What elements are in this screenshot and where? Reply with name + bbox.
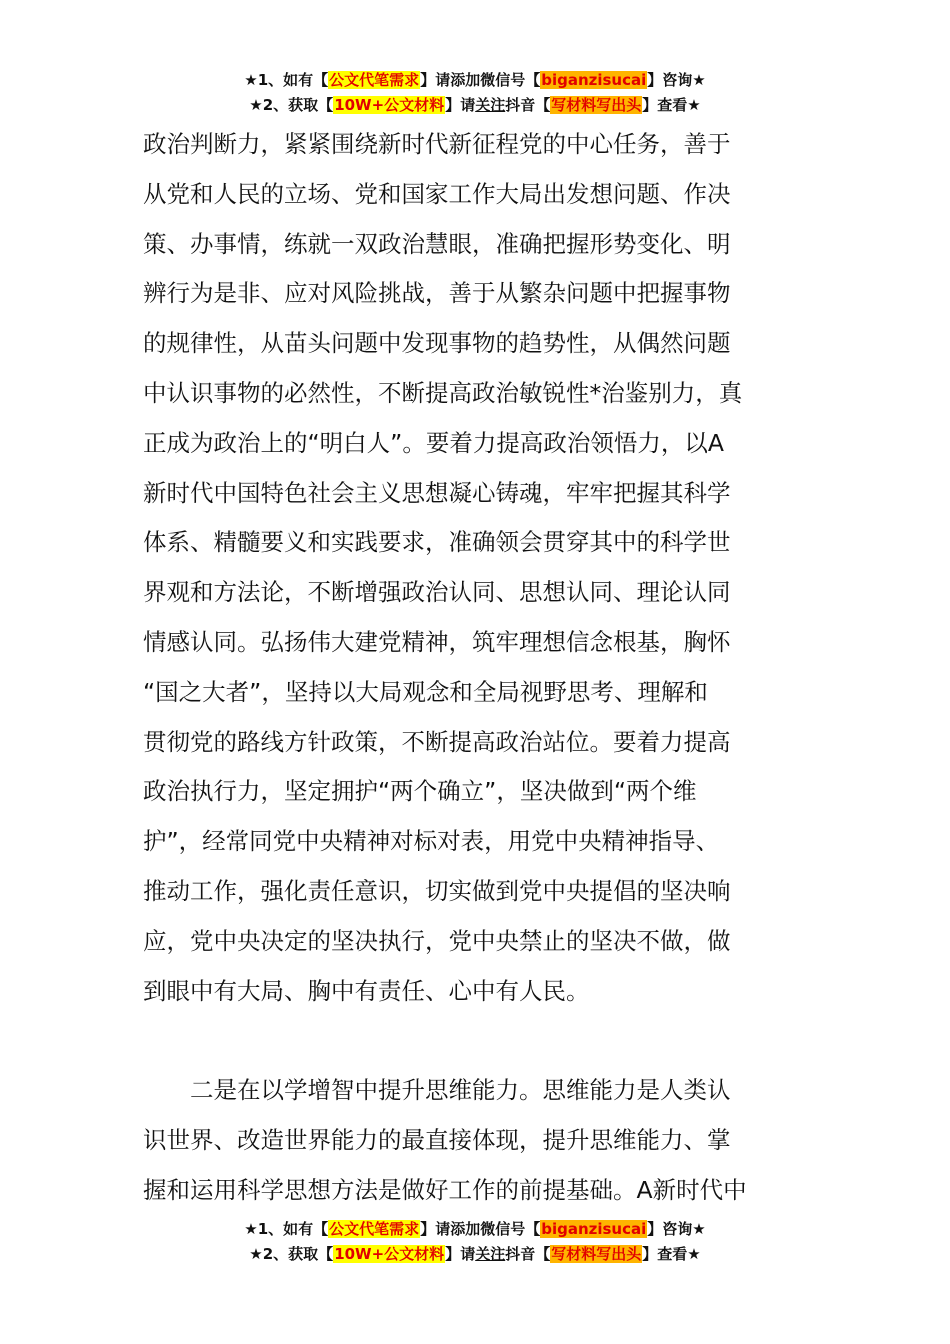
text-line: 二是在以学增智中提升思维能力。思维能力是人类认 (190, 1076, 731, 1105)
highlight-wechat-id: biganzisucai (541, 71, 647, 89)
text-line: 界观和方法论，不断增强政治认同、思想认同、理论认同 (143, 578, 731, 607)
text-line: 贯彻党的路线方针政策，不断提高政治站位。要着力提高 (143, 727, 731, 756)
text-line: 政治执行力，坚定拥护“两个确立”，坚决做到“两个维 (143, 777, 697, 806)
banner-text-underlined: 关注 (475, 96, 506, 114)
highlight-wechat-id: biganzisucai (541, 1220, 647, 1238)
text-line: 策、办事情，练就一双政治慧眼，准确把握形势变化、明 (143, 229, 731, 258)
text-line: 推动工作，强化责任意识，切实做到党中央提倡的坚决响 (143, 876, 731, 905)
text-line: “国之大者”，坚持以大局观念和全局视野思考、理解和 (143, 677, 708, 706)
banner-text: ★2、获取【 (249, 96, 334, 114)
footer-banner-line-1 (0, 1217, 950, 1242)
text-line: 正成为政治上的“明白人”。要着力提高政治领悟力，以A (143, 428, 724, 457)
paragraph-2 (143, 1066, 807, 1215)
banner-text: 】请添加微信号【 (420, 71, 541, 89)
highlight-douyin: 写材料写出头 (551, 1245, 642, 1263)
footer-banner-line-2 (0, 1242, 950, 1267)
highlight-materials: 10W+公文材料 (334, 96, 445, 114)
banner-text: 】查看★ (642, 1245, 701, 1263)
text-line: 的规律性，从苗头问题中发现事物的趋势性，从偶然问题 (143, 329, 731, 358)
highlight-service: 公文代笔需求 (329, 1220, 420, 1238)
header-banner (0, 68, 950, 118)
text-line: 新时代中国特色社会主义思想凝心铸魂，牢牢把握其科学 (143, 478, 731, 507)
text-line: 从党和人民的立场、党和国家工作大局出发想问题、作决 (143, 179, 731, 208)
header-banner-line-2 (0, 93, 950, 118)
text-line: 中认识事物的必然性，不断提高政治敏锐性*治鉴别力，真 (143, 378, 743, 407)
header-banner-line-1 (0, 68, 950, 93)
banner-text: 】请 (445, 96, 476, 114)
text-line: 应，党中央决定的坚决执行，党中央禁止的坚决不做，做 (143, 926, 731, 955)
text-line: 体系、精髓要义和实践要求，准确领会贯穿其中的科学世 (143, 528, 731, 557)
text-line: 护”，经常同党中央精神对标对表，用党中央精神指导、 (143, 827, 720, 856)
document-body (143, 120, 807, 1216)
paragraph-1 (143, 120, 807, 1016)
text-line: 识世界、改造世界能力的最直接体现，提升思维能力、掌 (143, 1125, 731, 1154)
banner-text: 】查看★ (642, 96, 701, 114)
highlight-service: 公文代笔需求 (329, 71, 420, 89)
banner-text: 】请添加微信号【 (420, 1220, 541, 1238)
highlight-douyin: 写材料写出头 (551, 96, 642, 114)
banner-text: 抖音【 (505, 96, 551, 114)
banner-text: 】咨询★ (647, 1220, 706, 1238)
banner-text: ★1、如有【 (244, 71, 329, 89)
highlight-materials: 10W+公文材料 (334, 1245, 445, 1263)
banner-text: ★2、获取【 (249, 1245, 334, 1263)
banner-text: 抖音【 (505, 1245, 551, 1263)
banner-text-underlined: 关注 (475, 1245, 506, 1263)
banner-text: ★1、如有【 (244, 1220, 329, 1238)
banner-text: 】咨询★ (647, 71, 706, 89)
banner-text: 】请 (445, 1245, 476, 1263)
text-line: 政治判断力，紧紧围绕新时代新征程党的中心任务，善于 (143, 130, 731, 158)
text-line: 握和运用科学思想方法是做好工作的前提基础。A新时代中 (143, 1175, 747, 1204)
footer-banner (0, 1217, 950, 1267)
text-line: 情感认同。弘扬伟大建党精神，筑牢理想信念根基，胸怀 (143, 627, 731, 656)
text-line: 辨行为是非、应对风险挑战，善于从繁杂问题中把握事物 (143, 279, 731, 308)
text-line: 到眼中有大局、胸中有责任、心中有人民。 (143, 976, 590, 1005)
